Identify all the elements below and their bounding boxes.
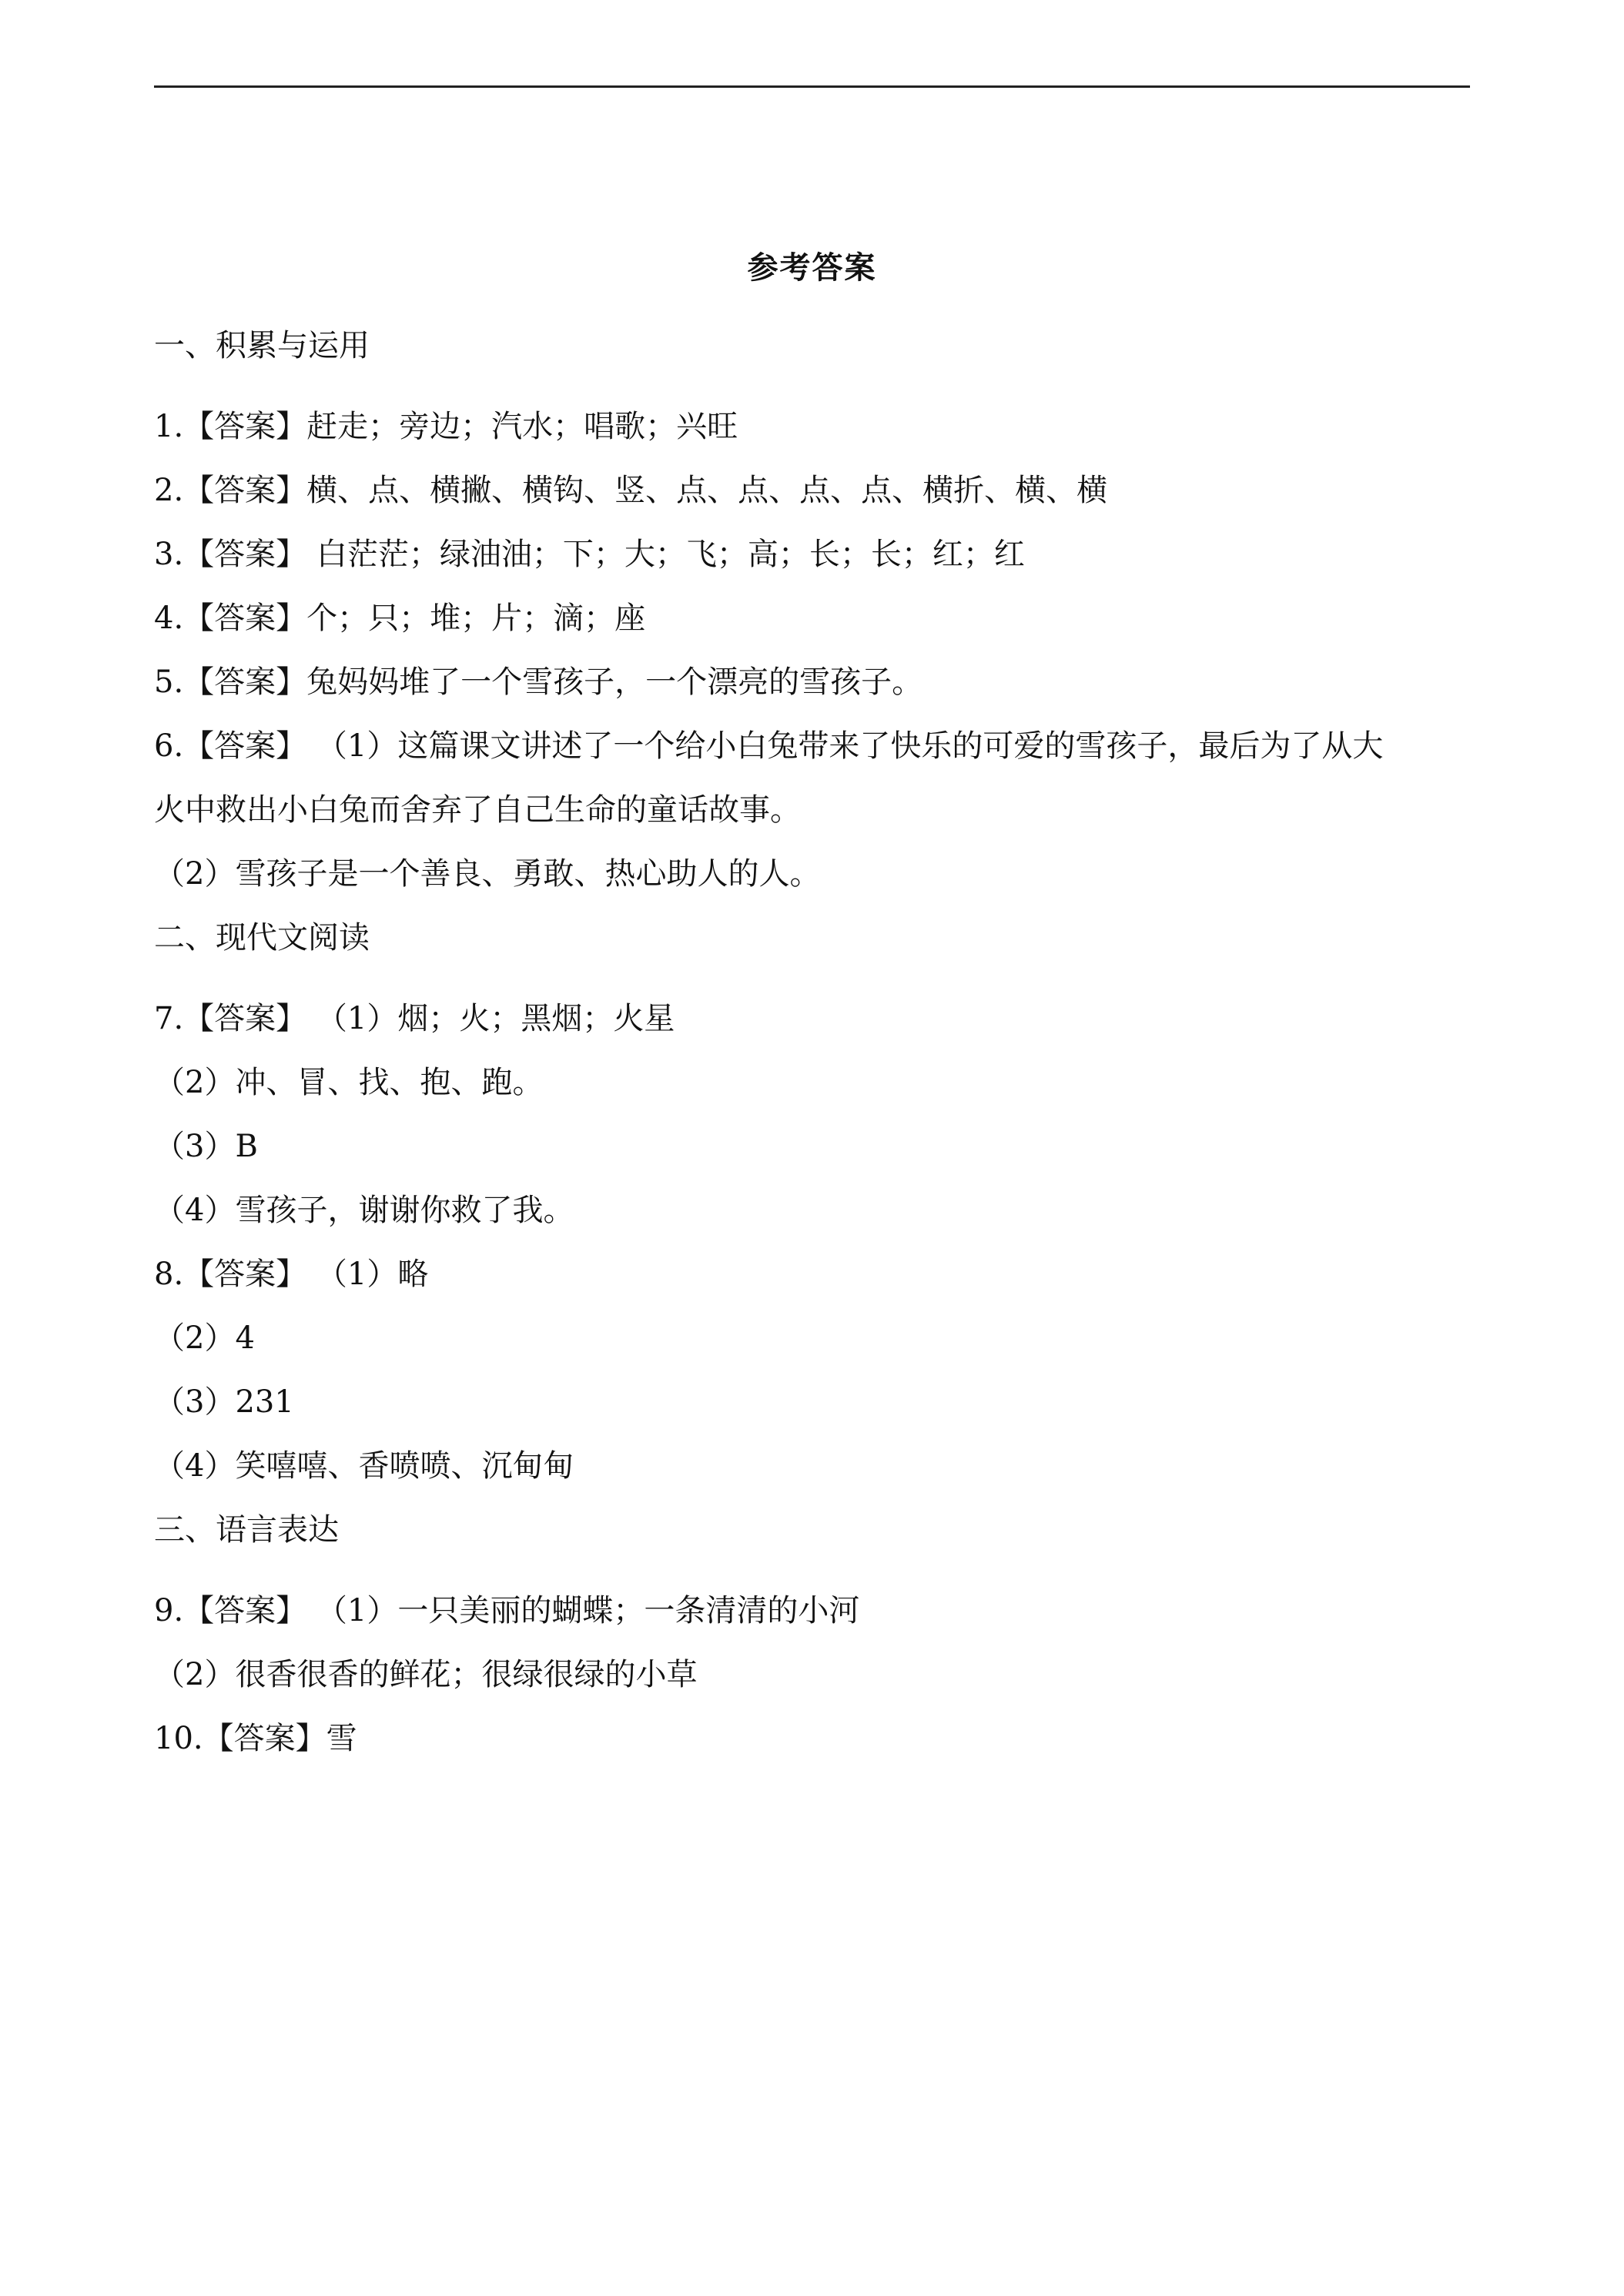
answer-4: 4.【答案】个；只；堆；片；滴；座: [154, 601, 646, 636]
answer-8-part-2: （2）4: [154, 1320, 255, 1356]
answer-7-part-3: （3）B: [154, 1129, 258, 1164]
answer-8-part-3: （3）231: [154, 1384, 294, 1420]
answer-6-part-1-continued: 火中救出小白兔而舍弃了自己生命的童话故事。: [154, 792, 801, 828]
answer-10: 10.【答案】雪: [154, 1721, 357, 1756]
answer-3: 3.【答案】 白茫茫；绿油油；下；大；飞；高；长；长；红；红: [154, 537, 1025, 572]
answer-8-part-4: （4）笑嘻嘻、香喷喷、沉甸甸: [154, 1448, 574, 1484]
answer-6-part-1: 6.【答案】 （1）这篇课文讲述了一个给小白兔带来了快乐的可爱的雪孩子，最后为了从大: [154, 728, 1384, 764]
section-heading-accumulation: 一、积累与运用: [154, 328, 370, 363]
page-title: 参考答案: [747, 249, 877, 286]
answer-7-part-4: （4）雪孩子，谢谢你救了我。: [154, 1193, 574, 1228]
answer-7-part-2: （2）冲、冒、找、抱、跑。: [154, 1065, 544, 1100]
answer-5: 5.【答案】兔妈妈堆了一个雪孩子，一个漂亮的雪孩子。: [154, 664, 923, 700]
answer-6-part-2: （2）雪孩子是一个善良、勇敢、热心助人的人。: [154, 856, 821, 892]
answer-2: 2.【答案】横、点、横撇、横钩、竖、点、点、点、点、横折、横、横: [154, 473, 1108, 508]
answer-1: 1.【答案】赶走；旁边；汽水；唱歌；兴旺: [154, 409, 738, 444]
answer-9-part-2: （2）很香很香的鲜花；很绿很绿的小草: [154, 1657, 698, 1692]
answer-8-part-1: 8.【答案】 （1）略: [154, 1257, 429, 1292]
header-rule: [154, 85, 1470, 88]
section-heading-language-expression: 三、语言表达: [154, 1512, 339, 1548]
answer-7-part-1: 7.【答案】 （1）烟；火；黑烟；火星: [154, 1001, 675, 1036]
section-heading-modern-reading: 二、现代文阅读: [154, 920, 370, 956]
answer-9-part-1: 9.【答案】 （1）一只美丽的蝴蝶；一条清清的小河: [154, 1593, 860, 1628]
